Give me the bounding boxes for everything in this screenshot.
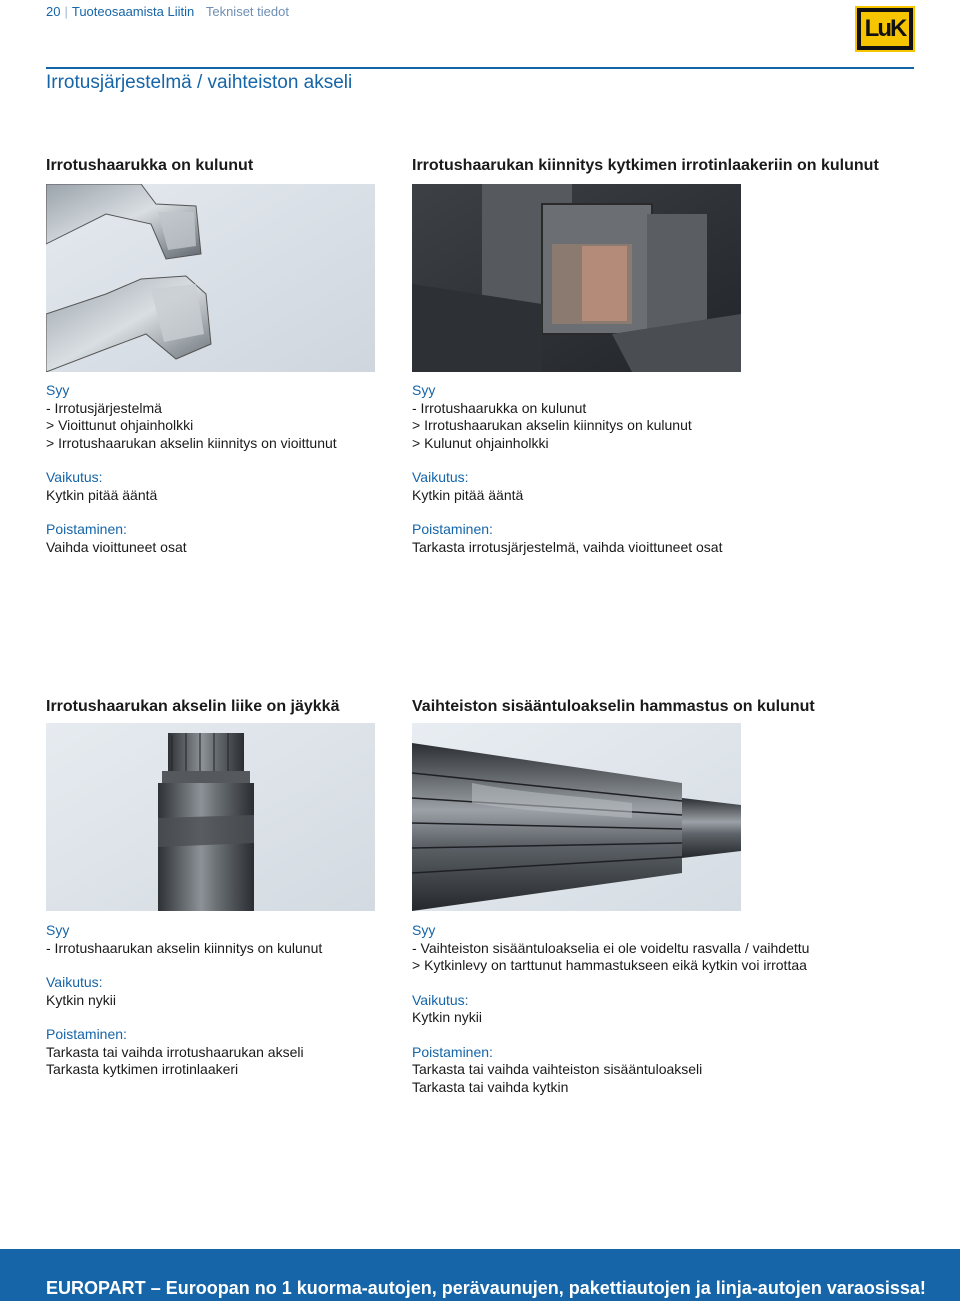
footer-slogan [46,1278,926,1299]
logo-text: LuK [861,12,909,46]
footer-banner [0,1249,960,1301]
section-2-effect-label: Vaikutus: [412,469,469,485]
section-2-cause-line: - Irrotushaarukka on kulunut [412,399,587,416]
section-3-remedy-line: Tarkasta tai vaihda irrotushaarukan akseli [46,1043,304,1060]
section-4-remedy-line: Tarkasta tai vaihda kytkin [412,1078,569,1095]
section-1-title: Irrotushaarukka on kulunut [46,157,254,174]
breadcrumb-topic[interactable]: Tekniset tiedot [205,4,289,19]
section-3-effect-line: Kytkin nykii [46,991,117,1008]
photo-worn-fork-mount [412,184,741,372]
section-4-cause-line: > Kytkinlevy on tarttunut hammastukseen eikä kytkin voi irrottaa [412,957,807,973]
section-4-cause-line: - Vaihteiston sisääntuloakselia ei ole voideltu rasvalla / vaihdettu [412,939,810,956]
section-4-title: Vaihteiston sisääntuloakselin hammastus on kulunut [412,698,815,715]
section-3-effect-label: Vaikutus: [46,974,103,990]
breadcrumb-section[interactable]: Tuoteosaamista Liitin [71,4,195,19]
section-3-title: Irrotushaarukan akselin liike on jäykkä [46,698,340,715]
section-1-remedy-line: Vaihda vioittuneet osat [46,538,187,555]
section-2-remedy-line: Tarkasta irrotusjärjestelmä, vaihda vioittuneet osat [412,538,723,555]
section-2-cause-label: Syy [412,382,436,398]
section-2-cause-line: > Kulunut ohjainholkki [412,434,549,451]
section-4-effect-label: Vaikutus: [412,991,469,1008]
section-1-effect-line: Kytkin pitää ääntä [46,486,158,503]
photo-stiff-fork-shaft [46,723,375,911]
section-1-remedy-label: Poistaminen: [46,521,127,537]
section-2-effect-line: Kytkin pitää ääntä [412,486,524,503]
section-4-remedy-line: Tarkasta tai vaihda vaihteiston sisääntuloakseli [412,1061,703,1077]
photo-worn-input-shaft-splines [412,723,741,911]
section-2-title: Irrotushaarukan kiinnitys kytkimen irrotinlaakeriin on kulunut [412,157,879,174]
luk-logo [855,6,915,52]
section-2-cause-line: > Irrotushaarukan akselin kiinnitys on kulunut [412,417,692,433]
section-2-details [412,382,852,556]
photo-worn-release-fork [46,184,375,372]
section-1-cause-line: > Irrotushaarukan akselin kiinnitys on vioittunut [46,434,337,451]
page-title: Irrotusjärjestelmä / vaihteiston akseli [46,72,353,93]
header-divider [46,67,914,69]
section-3-cause-label: Syy [46,922,70,938]
footer-text: Euroopan no 1 kuorma-autojen, perävaunujen, pakettiautojen ja linja-autojen varaosissa! [165,1278,926,1298]
section-2-remedy-label: Poistaminen: [412,521,493,537]
footer-dash: – [150,1278,161,1298]
section-4-effect-line: Kytkin nykii [412,1009,483,1025]
section-3-remedy-line: Tarkasta kytkimen irrotinlaakeri [46,1061,239,1077]
footer-brand: EUROPART [46,1278,146,1298]
page-header: 20 | Tuoteosaamista Liitin Tekniset tiedot [46,4,289,19]
section-1-cause-label: Syy [46,382,70,398]
section-1-effect-label: Vaikutus: [46,469,103,485]
section-4-details [412,922,852,1096]
section-4-remedy-label: Poistaminen: [412,1043,493,1060]
page-number: 20 [46,4,61,19]
section-1-cause-line: > Vioittunut ohjainholkki [46,417,194,433]
section-4-cause-label: Syy [412,922,436,938]
section-1-cause-line: - Irrotusjärjestelmä [46,399,162,416]
section-3-remedy-label: Poistaminen: [46,1026,127,1042]
section-3-cause-line: - Irrotushaarukan akselin kiinnitys on kulunut [46,939,323,956]
